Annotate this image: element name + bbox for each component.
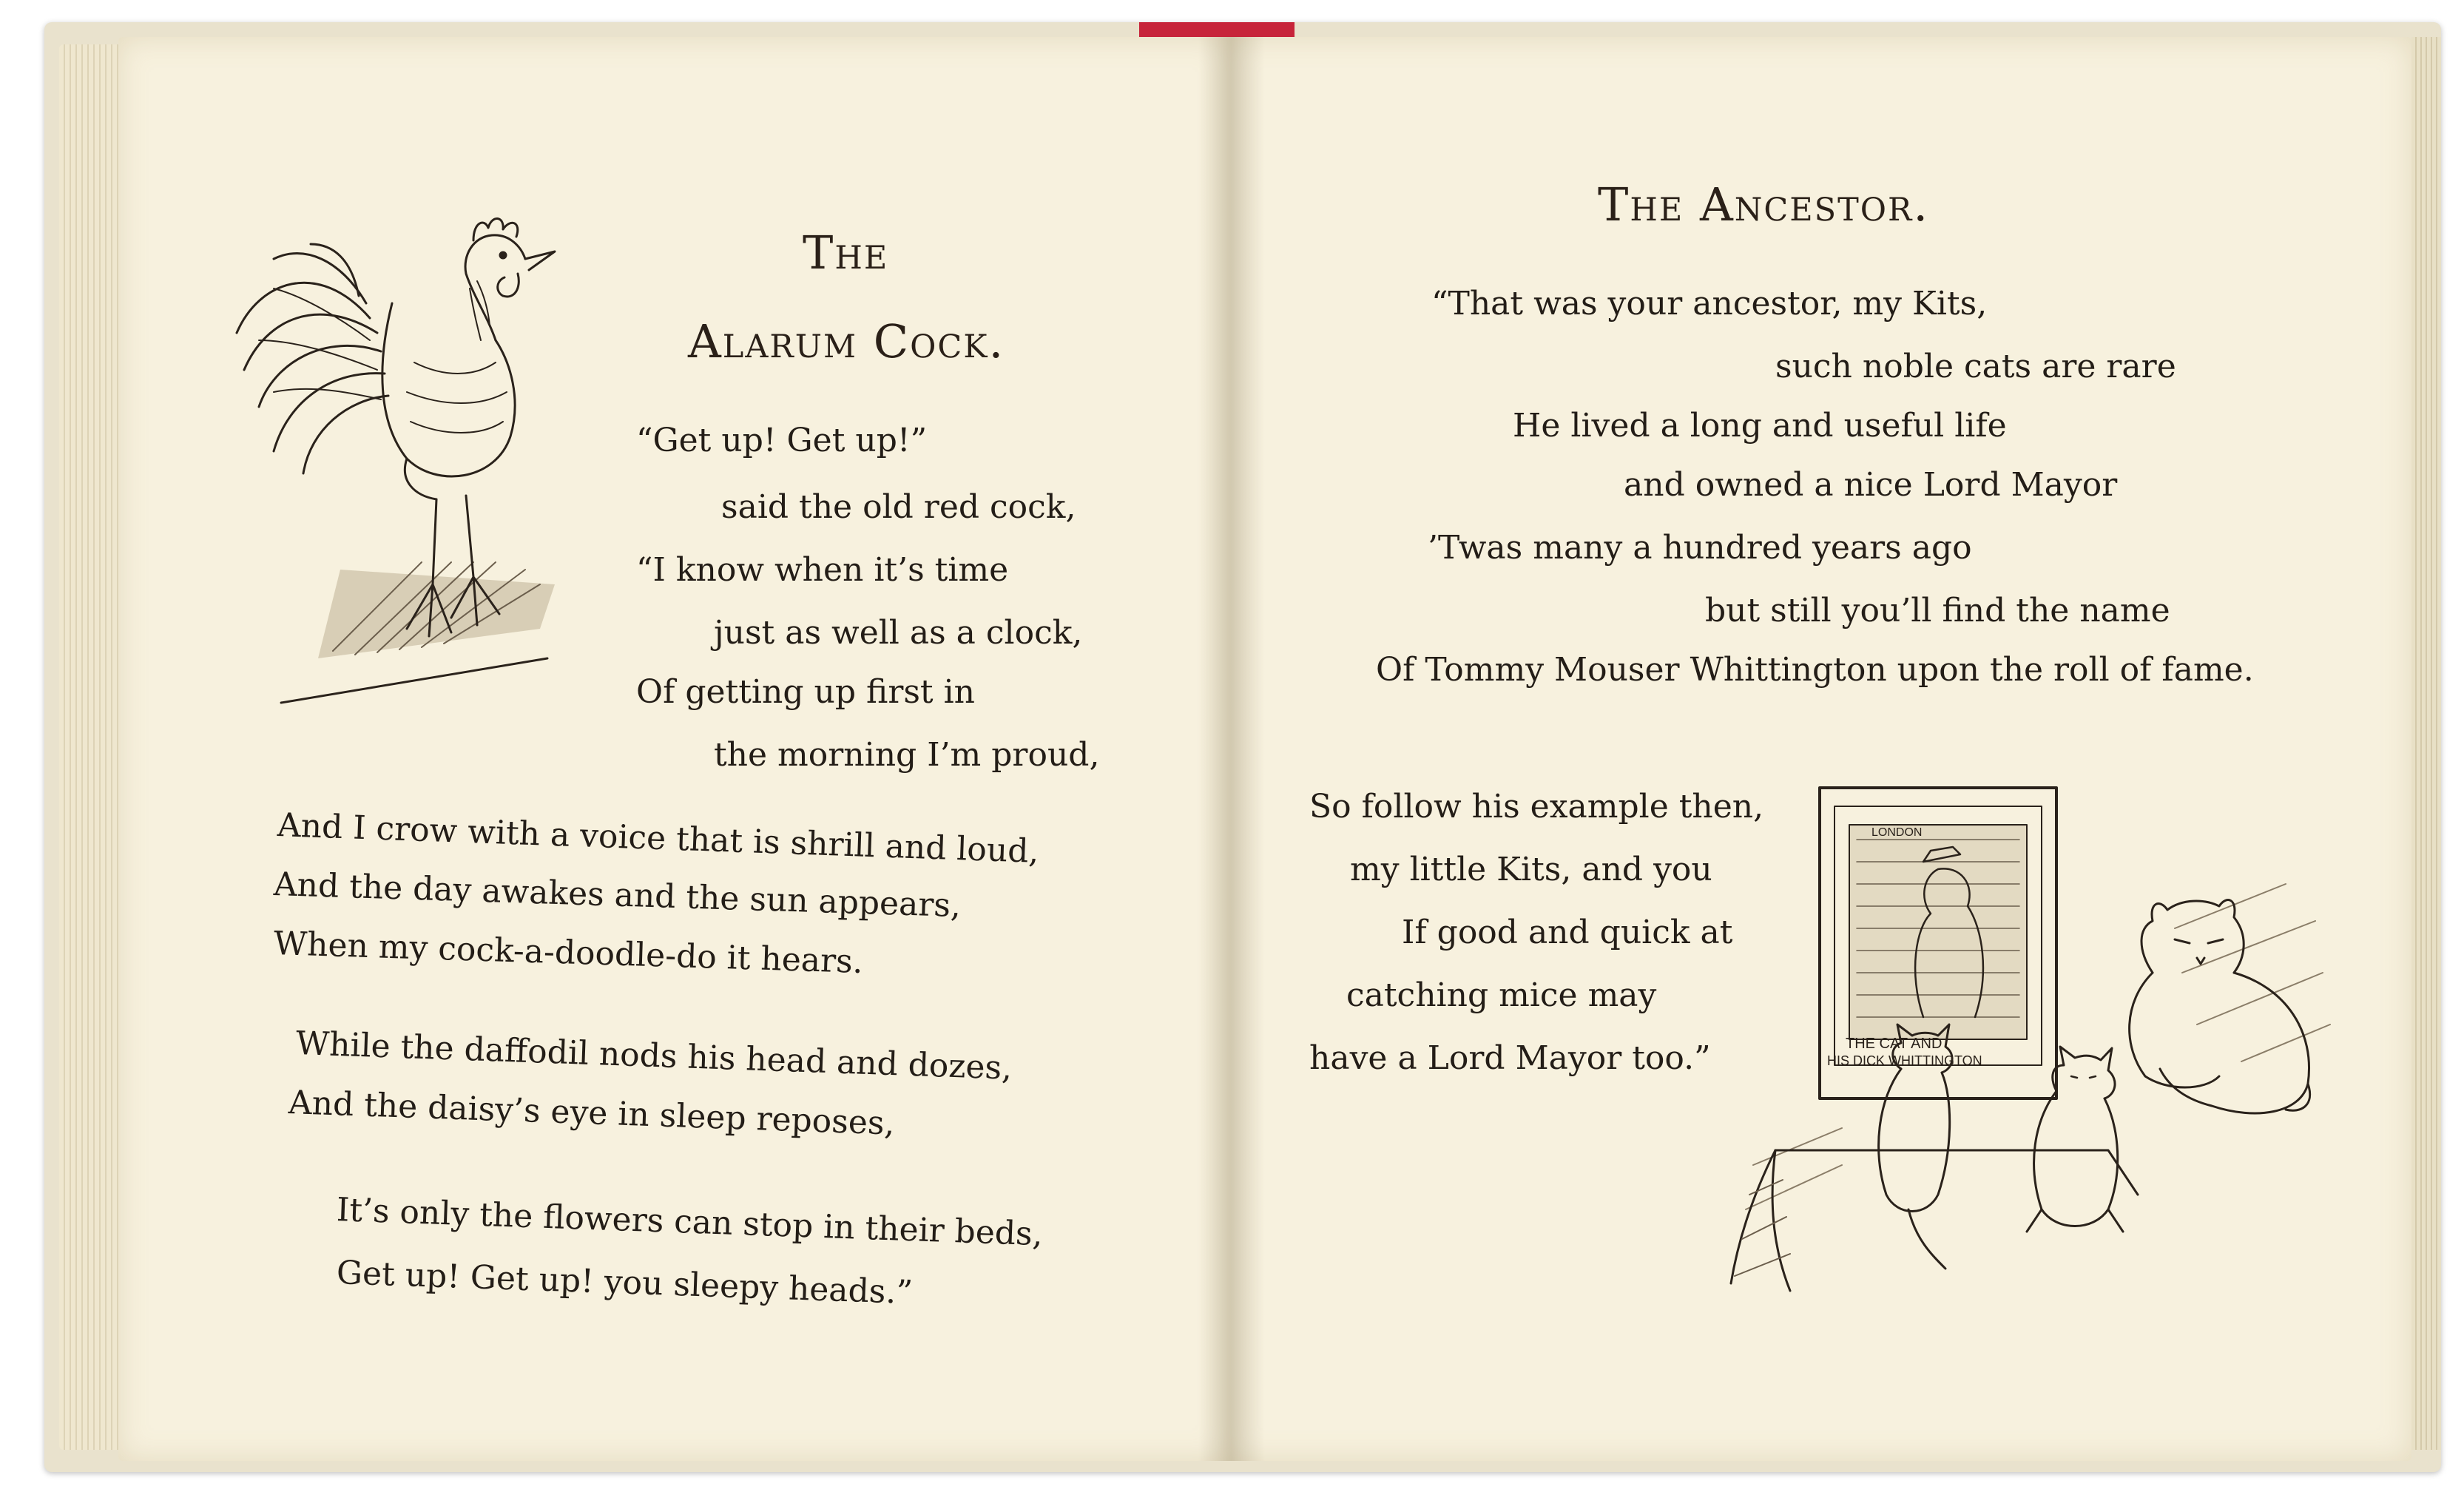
right-title: The Ancestor. <box>1598 178 1930 232</box>
left-line-10: While the daffodil nods his head and dozes, <box>295 1025 1013 1087</box>
cats-illustration <box>1724 780 2338 1298</box>
left-line-6: the morning I’m proud, <box>714 736 1100 774</box>
gutter-shadow <box>1198 37 1265 1461</box>
right-line-7: Of Tommy Mouser Whittington upon the roll of fame. <box>1376 651 2254 689</box>
right-line-1: “That was your ancestor, my Kits, <box>1431 285 1988 323</box>
picture-caption-1: THE CAT AND <box>1846 1036 1942 1052</box>
rooster-illustration <box>229 215 614 732</box>
right-line-10: If good and quick at <box>1402 914 1733 951</box>
left-line-13: Get up! Get up! you sleepy heads.” <box>336 1254 914 1312</box>
page-edges-left <box>59 44 118 1450</box>
right-line-6: but still you’ll find the name <box>1705 592 2170 629</box>
page-edges-right <box>2411 37 2441 1450</box>
picture-caption-2: HIS DICK WHITTINGTON <box>1827 1053 1982 1068</box>
left-line-8: And the day awakes and the sun appears, <box>273 865 962 925</box>
right-line-11: catching mice may <box>1346 976 1657 1014</box>
left-line-2: said the old red cock, <box>721 488 1076 526</box>
right-line-4: and owned a nice Lord Mayor <box>1624 466 2118 504</box>
left-line-7: And I crow with a voice that is shrill and loud, <box>277 806 1040 871</box>
left-line-9: When my cock-a-doodle-do it hears. <box>273 925 864 982</box>
right-line-3: He lived a long and useful life <box>1513 407 2007 445</box>
left-line-12: It’s only the flowers can stop in their beds, <box>336 1191 1044 1254</box>
left-line-1: “Get up! Get up!” <box>636 422 928 459</box>
left-line-3: “I know when it’s time <box>636 551 1009 589</box>
right-line-8: So follow his example then, <box>1309 788 1764 826</box>
right-line-5: ’Twas many a hundred years ago <box>1428 529 1972 567</box>
left-line-5: Of getting up first in <box>636 673 976 711</box>
picture-sign: LONDON <box>1871 826 1923 839</box>
right-line-2: such noble cats are rare <box>1775 348 2176 385</box>
left-line-4: just as well as a clock, <box>714 614 1083 652</box>
left-title-line2: Alarum Cock. <box>688 314 1005 368</box>
right-line-9: my little Kits, and you <box>1350 851 1712 888</box>
right-line-12: have a Lord Mayor too.” <box>1309 1039 1711 1077</box>
left-title-line1: The <box>803 226 889 280</box>
left-line-11: And the daisy’s eye in sleep reposes, <box>288 1084 896 1143</box>
